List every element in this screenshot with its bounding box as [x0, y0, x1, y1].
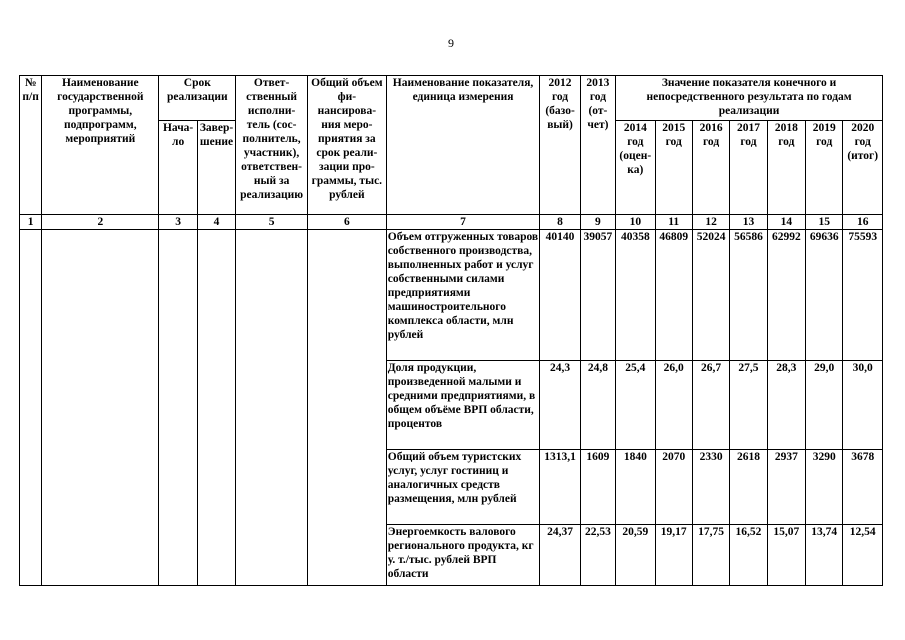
colnum: 11 — [655, 215, 692, 230]
cell-no — [20, 230, 42, 586]
cell-responsible — [236, 230, 308, 586]
header-no: № п/п — [20, 76, 42, 215]
header-funding-volume: Общий объем фи-нансирова-ния меро-приятия за срок реали-зации про-граммы, тыс. рублей — [307, 76, 386, 215]
colnum: 13 — [730, 215, 767, 230]
value-2020: 30,0 — [843, 361, 883, 450]
table-row — [20, 230, 883, 361]
page-number: 9 — [448, 36, 454, 50]
column-numbers-row — [20, 215, 883, 230]
program-indicators-table — [19, 75, 883, 586]
value-2015: 19,17 — [655, 525, 692, 586]
header-term: Срок реализации — [159, 76, 236, 121]
value-2017: 16,52 — [730, 525, 767, 586]
value-2020: 12,54 — [843, 525, 883, 586]
value-2012: 40140 — [540, 230, 580, 361]
value-2013: 22,53 — [580, 525, 615, 586]
header-2016: 2016 год — [692, 121, 729, 215]
value-2015: 2070 — [655, 450, 692, 525]
indicator-name: Общий объем туристских услуг, услуг гостиниц и аналогичных средств размещения, млн рублей — [386, 450, 540, 525]
value-2018: 15,07 — [767, 525, 805, 586]
colnum: 12 — [692, 215, 729, 230]
value-2019: 3290 — [806, 450, 843, 525]
header-2019: 2019 год — [806, 121, 843, 215]
colnum: 6 — [307, 215, 386, 230]
header-2018: 2018 год — [767, 121, 805, 215]
header-2014: 2014 год (оцен-ка) — [616, 121, 655, 215]
value-2015: 26,0 — [655, 361, 692, 450]
value-2017: 2618 — [730, 450, 767, 525]
value-2015: 46809 — [655, 230, 692, 361]
value-2016: 52024 — [692, 230, 729, 361]
header-row-1 — [20, 76, 883, 121]
colnum: 1 — [20, 215, 42, 230]
colnum: 16 — [843, 215, 883, 230]
header-start: Нача-ло — [159, 121, 197, 215]
value-2016: 2330 — [692, 450, 729, 525]
value-2016: 26,7 — [692, 361, 729, 450]
header-2013: 2013 год (от-чет) — [580, 76, 615, 215]
colnum: 10 — [616, 215, 655, 230]
indicator-name: Объем отгруженных товаров собственного производства, выполненных работ и услуг собственными силами предприятиями машиностроительного комплекса области, млн рублей — [386, 230, 540, 361]
header-2017: 2017 год — [730, 121, 767, 215]
cell-program-name — [42, 230, 159, 586]
colnum: 9 — [580, 215, 615, 230]
value-2012: 24,37 — [540, 525, 580, 586]
value-2016: 17,75 — [692, 525, 729, 586]
cell-end — [197, 230, 235, 586]
colnum: 2 — [42, 215, 159, 230]
colnum: 5 — [236, 215, 308, 230]
cell-funding — [307, 230, 386, 586]
cell-start — [159, 230, 197, 586]
header-program-name: Наименование государственной программы, подпрограмм, мероприятий — [42, 76, 159, 215]
value-2014: 1840 — [616, 450, 655, 525]
header-2012: 2012 год (базо-вый) — [540, 76, 580, 215]
value-2019: 13,74 — [806, 525, 843, 586]
header-end: Завер-шение — [197, 121, 235, 215]
header-2015: 2015 год — [655, 121, 692, 215]
header-responsible: Ответ-ственный исполни-тель (сос-полнитель, участник), ответствен-ный за реализацию — [236, 76, 308, 215]
value-2020: 75593 — [843, 230, 883, 361]
value-2019: 29,0 — [806, 361, 843, 450]
value-2019: 69636 — [806, 230, 843, 361]
value-2013: 1609 — [580, 450, 615, 525]
value-2014: 25,4 — [616, 361, 655, 450]
value-2017: 56586 — [730, 230, 767, 361]
colnum: 3 — [159, 215, 197, 230]
value-2014: 40358 — [616, 230, 655, 361]
value-2020: 3678 — [843, 450, 883, 525]
value-2018: 62992 — [767, 230, 805, 361]
value-2012: 1313,1 — [540, 450, 580, 525]
value-2013: 39057 — [580, 230, 615, 361]
header-2020: 2020 год (итог) — [843, 121, 883, 215]
indicator-name: Энергоемкость валового регионального продукта, кг у. т./тыс. рублей ВРП области — [386, 525, 540, 586]
header-values-by-year: Значение показателя конечного и непосредственного результата по годам реализации — [616, 76, 883, 121]
colnum: 4 — [197, 215, 235, 230]
value-2018: 28,3 — [767, 361, 805, 450]
value-2014: 20,59 — [616, 525, 655, 586]
colnum: 8 — [540, 215, 580, 230]
value-2013: 24,8 — [580, 361, 615, 450]
value-2012: 24,3 — [540, 361, 580, 450]
colnum: 14 — [767, 215, 805, 230]
header-indicator-name: Наименование показателя, единица измерения — [386, 76, 540, 215]
value-2018: 2937 — [767, 450, 805, 525]
indicator-name: Доля продукции, произведенной малыми и средними предприятиями, в общем объёме ВРП области, процентов — [386, 361, 540, 450]
colnum: 7 — [386, 215, 540, 230]
value-2017: 27,5 — [730, 361, 767, 450]
colnum: 15 — [806, 215, 843, 230]
